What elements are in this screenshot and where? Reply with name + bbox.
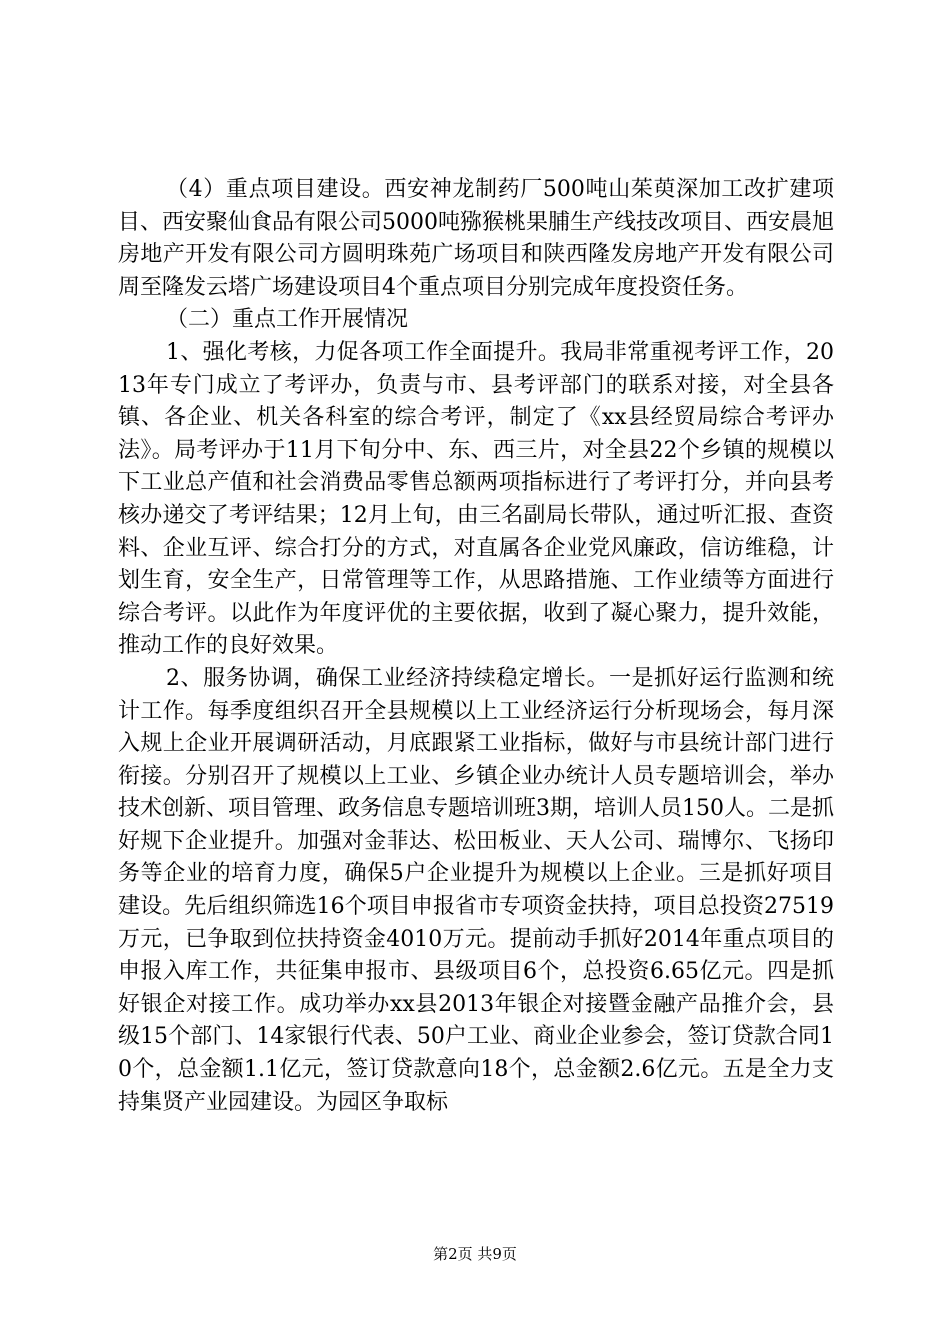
page-number-footer: 第2页 共9页 (433, 1245, 517, 1263)
paragraph-assessment: 1、强化考核，力促各项工作全面提升。我局非常重视考评工作，2013年专门成立了考评办，负责与市、县考评部门的联系对接，对全县各镇、各企业、机关各科室的综合考评，制定了《xx县经贸局综合考评办法》。局考评办于11月下旬分中、东、西三片，对全县22个乡镇的规模以下工业总产值和社会消费品零售总额两项指标进行了考评打分，并向县考核办递交了考评结果；12月上旬，由三名副局长带队，通过听汇报、查资料、企业互评、综合打分的方式，对直属各企业党风廉政，信访维稳，计划生育，安全生产，日常管理等工作，从思路措施、工作业绩等方面进行综合考评。以此作为年度评优的主要依据，收到了凝心聚力，提升效能，推动工作的良好效果。 (118, 339, 834, 659)
paragraph-key-projects: （4）重点项目建设。西安神龙制药厂500吨山茱萸深加工改扩建项目、西安聚仙食品有限公司5000吨猕猴桃果脯生产线技改项目、西安晨旭房地产开发有限公司方圆明珠苑广场项目和陕西隆发房地产开发有限公司周至隆发云塔广场建设项目4个重点项目分别完成年度投资任务。 (118, 177, 834, 300)
section-heading-key-work: （二）重点工作开展情况 (166, 307, 409, 333)
paragraph-service-coordination: 2、服务协调，确保工业经济持续稳定增长。一是抓好运行监测和统计工作。每季度组织召开全县规模以上工业经济运行分析现场会，每月深入规上企业开展调研活动，月底跟紧工业指标，做好与市县统计部门进行衔接。分别召开了规模以上工业、乡镇企业办统计人员专题培训会，举办技术创新、项目管理、政务信息专题培训班3期，培训人员150人。二是抓好规下企业提升。加强对金菲达、松田板业、天人公司、瑞博尔、飞扬印务等企业的培育力度，确保5户企业提升为规模以上企业。三是抓好项目建设。先后组织筛选16个项目申报省市专项资金扶持，项目总投资27519万元，已争取到位扶持资金4010万元。提前动手抓好2014年重点项目的申报入库工作，共征集申报市、县级项目6个，总投资6.65亿元。四是抓好银企对接工作。成功举办xx县2013年银企对接暨金融产品推介会，县级15个部门、14家银行代表、50户工业、商业企业参会，签订贷款合同10个，总金额1.1亿元，签订贷款意向18个，总金额2.6亿元。五是全力支持集贤产业园建设。为园区争取标 (118, 665, 834, 1115)
document-body (118, 174, 834, 1119)
